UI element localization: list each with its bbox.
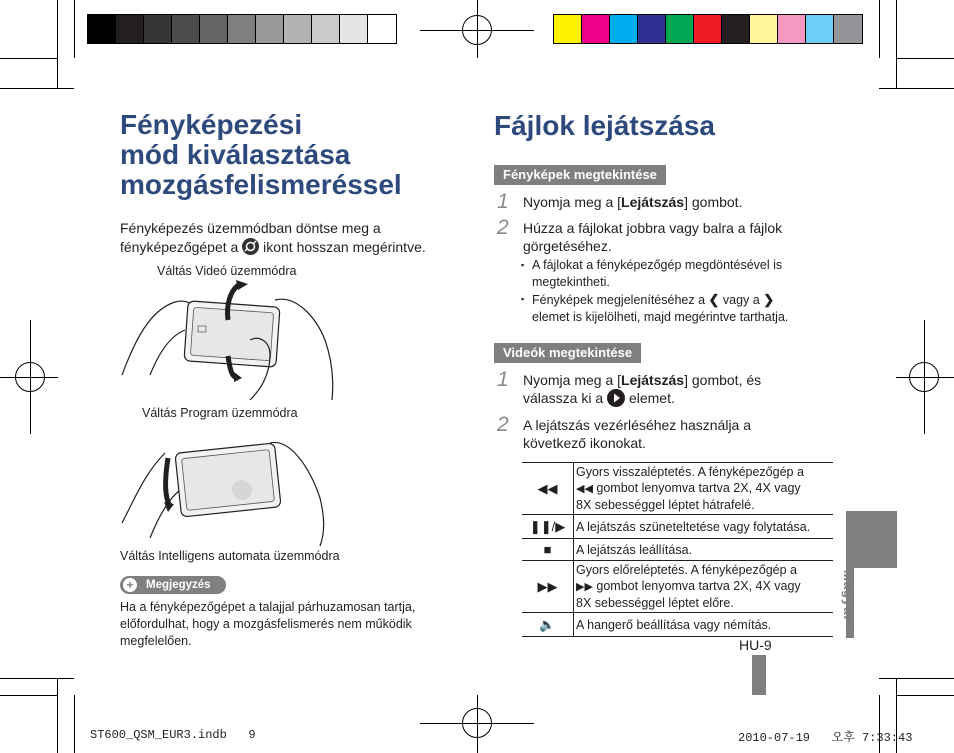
fast-forward-inline-icon: ▶▶ xyxy=(576,581,593,593)
crop-mark xyxy=(57,0,58,88)
color-swatch xyxy=(610,15,638,43)
crop-mark xyxy=(0,88,74,89)
table-row xyxy=(522,561,833,613)
color-swatch xyxy=(312,15,340,43)
page-number: HU-9 xyxy=(739,637,772,653)
color-swatch xyxy=(172,15,200,43)
color-swatch xyxy=(554,15,582,43)
table-row xyxy=(522,539,833,561)
color-swatch xyxy=(582,15,610,43)
language-tab xyxy=(846,511,897,568)
note-plus-icon: + xyxy=(123,578,137,592)
chevron-right-icon: ❯ xyxy=(763,292,775,307)
crop-mark xyxy=(897,58,954,59)
tilt-down-illustration xyxy=(120,428,340,548)
color-swatch xyxy=(834,15,862,43)
chevron-left-icon: ❮ xyxy=(708,292,720,307)
color-swatch xyxy=(228,15,256,43)
photo-step-1-number: 1 xyxy=(497,190,509,213)
video-step-1-number: 1 xyxy=(497,368,509,391)
photo-step-1-text: Nyomja meg a [Lejátszás] gombot. xyxy=(523,194,743,210)
photo-step-2-number: 2 xyxy=(497,216,509,239)
language-tab-label: Magyar xyxy=(841,570,856,622)
right-page-title: Fájlok lejátszása xyxy=(494,110,716,141)
caption-video-mode: Váltás Videó üzemmódra xyxy=(157,264,297,278)
process-color-bar xyxy=(553,14,863,44)
color-swatch xyxy=(340,15,368,43)
color-swatch xyxy=(778,15,806,43)
color-swatch xyxy=(638,15,666,43)
crop-mark xyxy=(896,0,897,88)
photo-step-2-text: Húzza a fájlokat jobbra vagy balra a fájlok görgetéséhez. xyxy=(523,220,783,254)
page-strip xyxy=(752,655,766,695)
color-swatch xyxy=(88,15,116,43)
photo-bullet-1: ▪ A fájlokat a fényképezőgép megdöntésével is megtekintheti. xyxy=(532,257,782,291)
video-step-1-text: Nyomja meg a [Lejátszás] gombot, és válassza ki a elemet. xyxy=(523,372,762,406)
tilt-up-illustration xyxy=(120,280,340,405)
pause-play-description: A lejátszás szüneteltetése vagy folytatása. xyxy=(574,515,834,539)
play-circle-icon xyxy=(607,389,625,407)
grayscale-color-bar xyxy=(87,14,397,44)
rewind-icon: ◀◀ xyxy=(522,463,574,515)
crop-mark xyxy=(0,695,57,696)
crop-mark xyxy=(879,0,880,58)
note-text: Ha a fényképezőgépet a talajjal párhuzamosan tartja, előfordulhat, hogy a mozgásfelismerés nem működik megfelelően. xyxy=(120,600,416,648)
color-swatch xyxy=(256,15,284,43)
crop-mark xyxy=(879,88,954,89)
color-swatch xyxy=(666,15,694,43)
color-swatch xyxy=(368,15,396,43)
video-step-2-text: A lejátszás vezérléséhez használja a következő ikonokat. xyxy=(523,417,752,451)
volume-description: A hangerő beállítása vagy némítás. xyxy=(574,613,834,637)
volume-icon: 🔈 xyxy=(522,613,574,637)
playback-controls-table xyxy=(522,462,833,637)
stop-icon: ■ xyxy=(522,539,574,561)
left-page-title: Fényképezési mód kiválasztása mozgásfelismeréssel xyxy=(120,109,402,200)
color-swatch xyxy=(694,15,722,43)
fast-forward-icon: ▶▶ xyxy=(522,561,574,613)
crop-mark xyxy=(0,58,57,59)
pause-play-icon: ❚❚/▶ xyxy=(522,515,574,539)
table-row xyxy=(522,515,833,539)
color-swatch xyxy=(722,15,750,43)
fast-forward-description: Gyors előreléptetés. A fényképezőgép a ▶▶ gombot lenyomva tartva 2X, 4X vagy 8X sebességgel léptet előre. xyxy=(574,561,834,613)
color-swatch xyxy=(806,15,834,43)
footer-filename: ST600_QSM_EUR3.indb 9 xyxy=(90,728,256,742)
rewind-description: Gyors visszaléptetés. A fényképezőgép a ◀◀ gombot lenyomva tartva 2X, 4X vagy 8X sebességgel léptet hátrafelé. xyxy=(574,463,834,515)
crop-mark xyxy=(74,695,75,753)
table-row xyxy=(522,613,833,637)
photo-bullet-2: ▪ Fényképek megjelenítéséhez a ❮ vagy a ❯ elemet is kijelölheti, majd megérintve tarthatja. xyxy=(532,291,788,326)
section-photos-label: Fényképek megtekintése xyxy=(494,165,666,185)
color-swatch xyxy=(750,15,778,43)
color-swatch xyxy=(284,15,312,43)
intro-text: Fényképezés üzemmódban döntse meg a fényképezőgépet a ikont hosszan megérintve. xyxy=(120,220,426,255)
crop-mark xyxy=(0,678,74,679)
crop-mark xyxy=(897,695,954,696)
crop-mark xyxy=(74,0,75,58)
color-swatch xyxy=(200,15,228,43)
footer-timestamp: 2010-07-19 오후 7:33:43 xyxy=(738,731,913,745)
color-swatch xyxy=(144,15,172,43)
video-step-2-number: 2 xyxy=(497,413,509,436)
stop-description: A lejátszás leállítása. xyxy=(574,539,834,561)
note-badge: + Megjegyzés xyxy=(120,576,226,594)
caption-smart-auto-mode: Váltás Intelligens automata üzemmódra xyxy=(120,549,340,563)
rewind-inline-icon: ◀◀ xyxy=(576,483,593,495)
crop-mark xyxy=(57,678,58,753)
caption-program-mode: Váltás Program üzemmódra xyxy=(142,406,298,420)
motion-recognition-icon xyxy=(242,238,259,255)
crop-mark xyxy=(879,678,954,679)
table-row xyxy=(522,463,833,515)
section-videos-label: Videók megtekintése xyxy=(494,343,641,363)
color-swatch xyxy=(116,15,144,43)
